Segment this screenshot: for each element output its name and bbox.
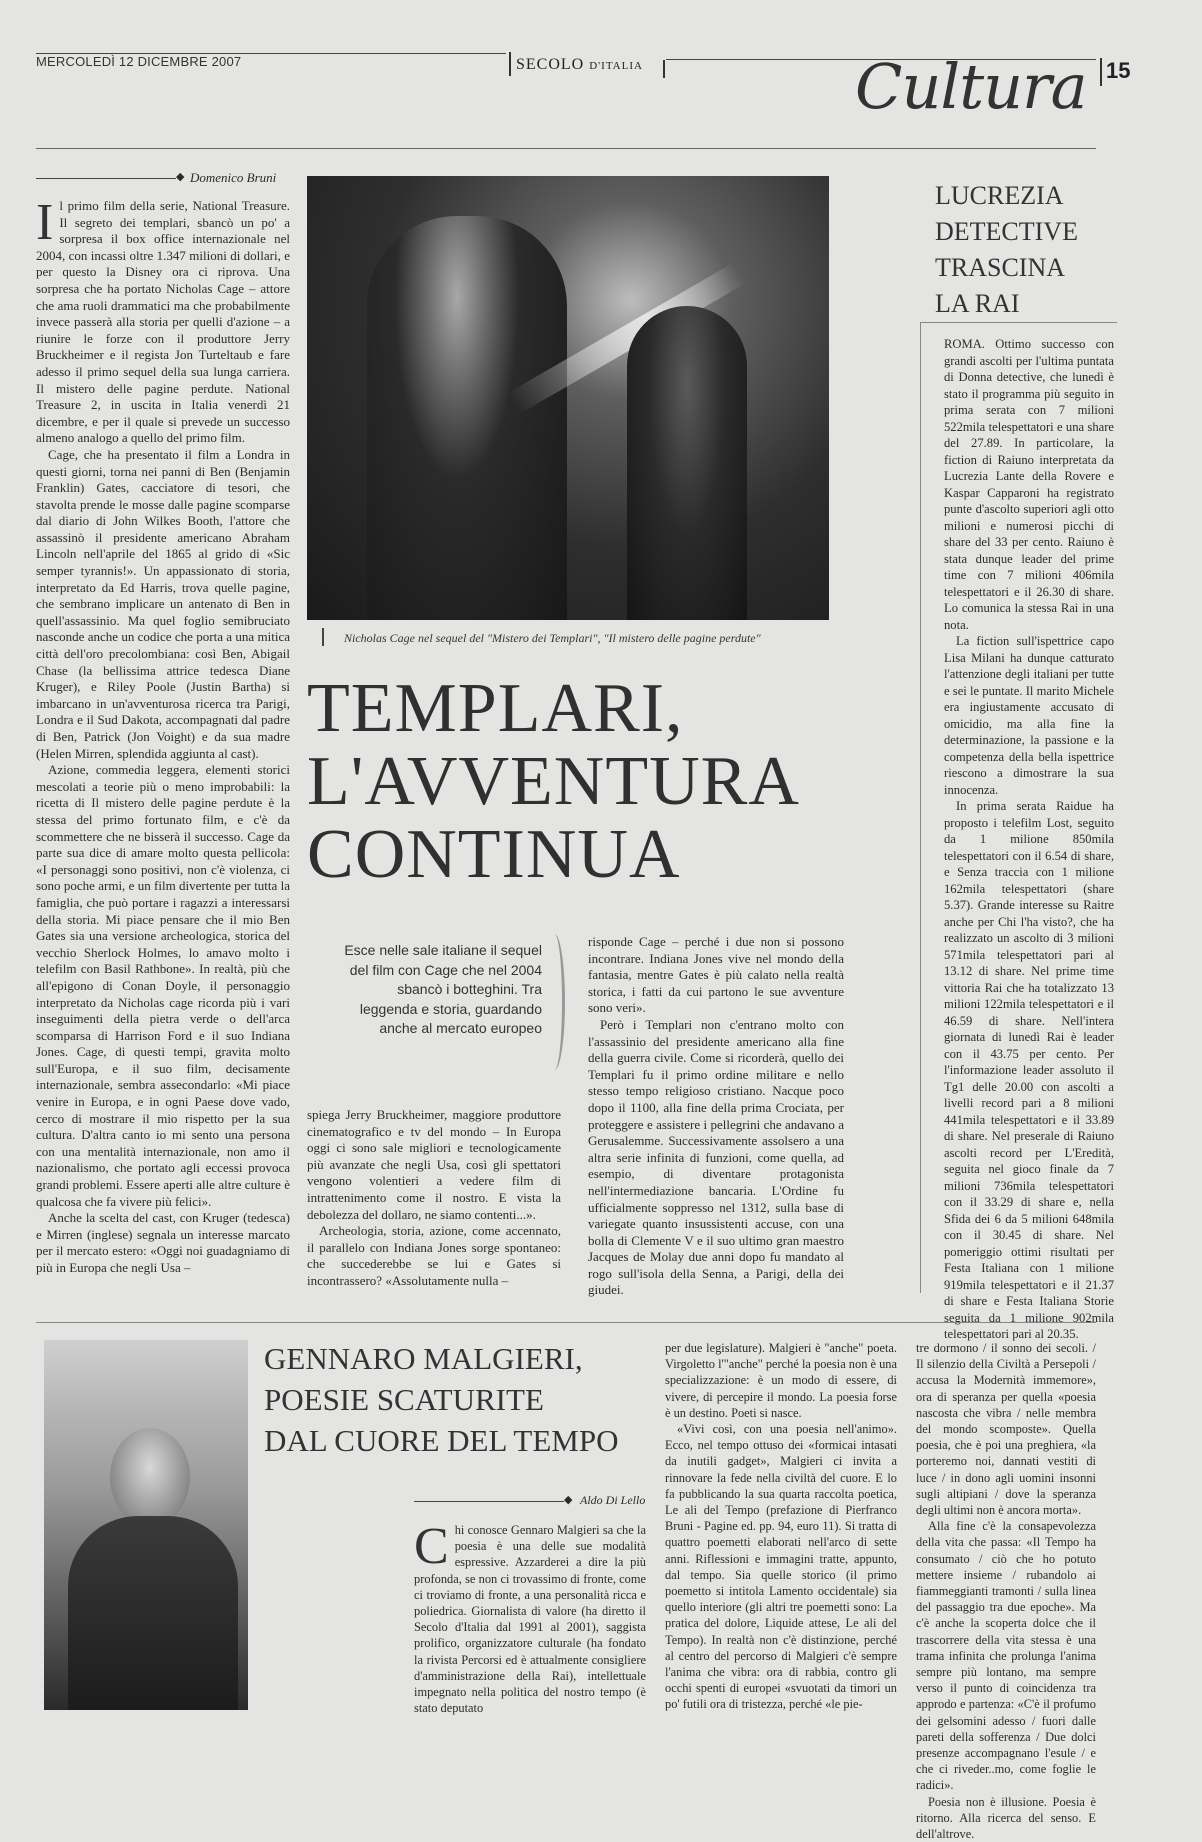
sidebar-title-line-1: LUCREZIA: [935, 181, 1064, 210]
paragraph: tre dormono / il sonno dei secoli. / Il silenzio della Civiltà a Persepoli / accusa la Modernità immemore», ora di speranza per quella «poesia nascosta che vibra / nelle membra del mondo scomposte». Quella poesia, che è poi una preghiera, «la porteremo noi, dannati vestiti di luce / in dono agli uomini insonni sugli altipiani / dove la speranza degli ultimi non è ancora morta».: [916, 1341, 1096, 1518]
main-headline: [307, 672, 847, 891]
paragraph: Archeologia, storia, azione, come accennato, il parallelo con Indiana Jones sorge spontaneo: che succederebbe se lui e Gates si incontrassero? «Assolutamente nulla –: [307, 1223, 561, 1288]
header-divider-2: [663, 60, 665, 78]
dropcap-c: C: [414, 1518, 449, 1575]
sidebar-title-line-4: LA RAI: [935, 289, 1020, 318]
masthead-suffix: D'ITALIA: [589, 60, 643, 72]
byline-rule: [414, 1501, 564, 1502]
paragraph: La fiction sull'ispettrice capo Lisa Milani ha dunque catturato l'attenzione degli italiani per tutte e sei le puntate. Il marito Michele era ingiustamente accusato di omicidio, ma alla fine la determinazione, la passione e la competenza della bella ispettrice riescono a dimostrare la sua innocenza.: [944, 634, 1114, 797]
second-article-col-1: [414, 1518, 646, 1718]
paragraph: Poesia non è illusione. Poesia è ritorno. Alla ricerca del senso. E dell'altrove.: [916, 1794, 1096, 1842]
byline-diamond: ◆: [564, 1494, 573, 1506]
main-article-col-2: [307, 1107, 561, 1291]
paragraph: Però i Templari non c'entrano molto con l'assassinio del presidente americano alla fine della guerra civile. Come si ricorderà, quello dei Templari fu il primo ordine militare e nello stesso tempo religioso cristiano. Nacque poco dopo il 1100, alla fine della prima Crociata, per proteggere e assistere i pellegrini che andavano a Gerusalemme. Successivamente assolsero a una altra serie infinita di funzioni, come quella, ad esempio, di diventare protagonista nell'intermediazione bancaria. L'Ordine fu ufficialmente soppresso nel 1312, sulla base di variegate quanto insussistenti accuse, con una bolla di Clemente V e il suo ultimo gran maestro Jacques de Molay due anni dopo fu mandato al rogo sull'isola della Senna, a Parigi, della dei giudei.: [588, 1016, 844, 1298]
portrait-body: [68, 1516, 238, 1710]
paragraph: Azione, commedia leggera, elementi storici mescolati a teorie più o meno improbabili: la ricetta di Il mistero delle pagine perdute è la stessa del primo fortunato film, e c'è da scommettere che ne bisserà il successo. Cage da parte sua dice di amare molto questa pellicola: «I personaggi sono positivi, non c'è violenza, ci sono poche armi, e un film divertente per tutta la famiglia, che può portare i ragazzi a interessarsi della storia. Mi piace pensare che il mio Ben Gates sia una versione archeologica, storica del vecchio Sherlock Holmes, lo amavo molto i telefilm con Basil Rathbone». In realtà, più che all'epigono di Conan Doyle, il personaggio interpretato da Nicholas cage ricorda più i vari inseguimenti della pietra verde o dell'arca scomparsa di Harrison Ford e il suo Indiana Jones. Cage, di questi tempi, gravita molto sull'Europa, e il suo film, decisamente internazionale, sembra assecondarlo: «Mi piace venire in Europa, e in ogni Paese dove vado, cerco di mostrare il mio rispetto per la sua cultura. D'altra canto io mi sento una persona con una mentalità internazionale, non amo il nazionalismo, che portato agli eccessi provoca grandi problemi. Essere aperti alle altre culture è qualcosa che fa vivere più felici».: [36, 762, 290, 1209]
paragraph: l primo film della serie, National Treasure. Il segreto dei templari, sbancò un po' a sorpresa il box office internazionale nel 2004, con incassi oltre 1.347 milioni di dollari, e per questo la Disney ora ci riprova. Una sorpresa che ha portato Nicholas Cage – attore che ama ruoli drammatici ma che probabilmente invece passerà alla storia per quelli d'azione – a riunire le forze con il produttore Jerry Bruckheimer e il regista Jon Turteltaub e fare adesso il primo sequel della sua lunga carriera. Il mistero delle pagine perdute. National Treasure 2, in uscita in Italia venerdì 21 dicembre, e per il quale si prevede un successo almeno analogo a quello del primo film.: [36, 198, 290, 446]
sidebar-text: [944, 336, 1114, 1341]
page-number: 15: [1106, 58, 1131, 83]
main-article-col-1: [36, 194, 290, 1275]
headline-line-2: L'AVVENTURA: [307, 743, 800, 820]
byline-diamond: ◆: [176, 171, 185, 183]
article-subtitle: Esce nelle sale italiane il sequel del film con Cage che nel 2004 sbancò i botteghini. Tra leggenda e storia, guardando anche al mercato europeo: [344, 942, 542, 1037]
header-rule-left: [36, 53, 506, 54]
photo-caption: Nicholas Cage nel sequel del "Mistero dei Templari", "Il mistero delle pagine perdute": [344, 631, 761, 645]
masthead-name: SECOLO: [516, 56, 585, 73]
actor-figure: [367, 216, 567, 620]
bottom-section-rule: [36, 1322, 1096, 1323]
second-author-name: Aldo Di Lello: [580, 1493, 646, 1507]
second-headline-line-1: GENNARO MALGIERI,: [264, 1341, 583, 1376]
dropcap-i: I: [36, 194, 54, 251]
film-photo: [307, 176, 829, 620]
paragraph: hi conosce Gennaro Malgieri sa che la poesia è una delle sue modalità espressive. Azzarderei a dire la più profonda, se non ci trovassimo di fronte, come ci troviamo di fronte, a una personalità ricca e poliedrica. Giornalista di valore (ha diretto il Secolo d'Italia dal 1991 al 2001), saggista prolifico, organizzatore culturale (ha fondato la rivista Percorsi ed è attualmente consigliere d'amministrazione della Rai), intellettuale impegnato nella politica del nostro tempo (è stato deputato: [414, 1523, 646, 1716]
paragraph: In prima serata Raidue ha proposto i telefilm Lost, seguito da 1 milione 850mila telespettatori con il 6.54 di share, e Senza traccia con 1 milione 162mila telespettatori (share 5.37). Grande interesse su Raitre anche per Chi l'ha visto?, che ha realizzato un ascolto di 3 milioni 571mila telespettatori pari al 13.12 di share. Nel prime time vittoria Rai che ha totalizzato 13 milioni 122mila telespettatori e il 46.59 di share. Nell'intera giornata di lunedì Rai è leader con il 43.75 per cento. Per l'informazione leader assoluto il Tg1 delle 20.00 con ascolti a livelli record pari a 8 milioni 441mila telespettatori e il 33.89 di share. Nel preserale di Raiuno ascolti record per L'Eredità, seguita nel gioco finale da 7 milioni 736mila telespettatori con il 33.29 di share e, nella Sfida dei 6 da 5 milioni 648mila con il 30.45 di share. Nel pomeriggio ottimi risultati per Festa Italiana con 1 milione 919mila telespettatori e il 21.37 di share e Festa Italiana Storie seguita da 1 milione 902mila telespettatori pari al 20.35.: [944, 799, 1114, 1341]
second-article-col-3: [916, 1340, 1096, 1842]
byline: [36, 170, 290, 186]
byline-rule: [36, 178, 176, 179]
main-article-col-3: [588, 934, 844, 1298]
header-bottom-rule: [36, 148, 1096, 149]
author-portrait: [44, 1340, 248, 1710]
paragraph: Alla fine c'è la consapevolezza della vita che passa: «Il Tempo ha consumato / ciò che ho potuto mettere insieme / rubandolo ai fiammeggianti tramonti / sulla linea del passaggio tra due epoche». Ma c'è anche la scoperta dolce che il trascorrere della vita stessa è una trama infinita che prolunga l'anima sempre più lontano, ma sempre verso il punto di coincidenza tra approdo e partenza: «C'è il profumo dei gelsomini adesso / fuori dalle pareti della sofferenza / Due dolci presenze accompagnano l'esule / e che ci riveder..mo, come foglie le radici».: [916, 1519, 1096, 1793]
headline-line-1: TEMPLARI,: [307, 670, 684, 747]
paragraph: spiega Jerry Bruckheimer, maggiore produttore cinematografico e tv del mondo – In Europa oggi ci sono sale migliori e tecnologicamente più avanzate che negli Usa, così gli spettatori vengono volentieri a vedere film di intrattenimento come il nostro. E vista la debolezza del dollaro, ne siamo contenti...».: [307, 1107, 561, 1222]
paragraph: risponde Cage – perché i due non si possono incontrare. Indiana Jones vive nel mondo della fantasia, mentre Gates è più calato nella realtà storica, i fatti da cui partono le sue avventure sono veri».: [588, 934, 844, 1016]
paragraph: per due legislature). Malgieri è "anche" poeta. Virgoletto l'"anche" perché la poesia non è una specializzazione: è un modo di essere, di vivere, di percepire il mondo. La poesia forse è un destino. Poeti si nasce.: [665, 1341, 897, 1420]
section-title: Cultura: [855, 50, 1087, 123]
headline-line-3: CONTINUA: [307, 816, 681, 893]
second-byline: [414, 1493, 654, 1509]
sidebar-title: [935, 178, 1095, 322]
second-headline-line-2: POESIE SCATURITE: [264, 1382, 544, 1417]
paragraph: «Vivi così, con una poesia nell'animo». Ecco, nel tempo ottuso dei «formicai intasati da inutili gadget», Malgieri ci invita a rinnovare la fede nella civiltà del cuore. E lo fa pubblicando la sua quarta raccolta poetica, Le ali del Tempo (prefazione di Pierfranco Bruni - Pagine ed. pp. 94, euro 11). Si tratta di quattro poemetti elaborati nell'arco di sette anni. Riflessioni e immagini tratte, appunto, dal tempo. Sia quelle storico (il primo poemetto si intitola Lamento occidentale) sia quello interiore (gli altri tre poemetti sono: La pratica del dolore, Liquide attese, Le ali del Tempo). In realtà non c'è distinzione, perché al centro del percorso di Malgieri c'è sempre l'anima che vibra: ora di rabbia, contro gli occhi spenti di europei «svuotati da timori un po' futili ora di tristezza, perché «le pie-: [665, 1422, 897, 1712]
masthead: [516, 56, 643, 74]
second-headline: [264, 1338, 654, 1461]
paragraph: ROMA. Ottimo successo con grandi ascolti per l'ultima puntata di Donna detective, che lunedì è stato il programma più seguito in prima serata con 7 milioni 522mila telespettatori e una share del 27.89. In particolare, la fiction di Raiuno interpretata da Lucrezia Lante della Rovere e Kaspar Capparoni ha registrato punte d'ascolto superiori agli otto milioni e numerosi picchi di share del 33 per cento. Raiuno è stata dunque leader del prime time con 7 milioni 406mila telespettatori e il 26.30 di share. Lo comunica la stessa Rai in una nota.: [944, 337, 1114, 632]
header-divider: [509, 52, 511, 76]
paragraph: Anche la scelta del cast, con Kruger (tedesca) e Mirren (inglese) segnala un interesse marcato per il mercato estero: «Oggi noi guadagniamo di più in Europa che negli Usa –: [36, 1210, 290, 1275]
second-article-col-2: [665, 1340, 897, 1718]
sidebar-title-line-3: TRASCINA: [935, 253, 1066, 282]
author-name: Domenico Bruni: [190, 170, 277, 185]
subtitle-bracket: [544, 934, 565, 1070]
page-number-divider: [1100, 58, 1102, 86]
portrait-head: [110, 1428, 190, 1526]
caption-mark: [322, 628, 324, 646]
sidebar-title-line-2: DETECTIVE: [935, 217, 1078, 246]
background-figure: [627, 306, 747, 620]
paragraph: Cage, che ha presentato il film a Londra in questi giorni, torna nei panni di Ben (Benjamin Franklin) Gates, cacciatore di tesori, che stavolta prende le mosse dalle pagine scomparse dal diario di John Wilkes Booth, l'attore che assassinò il presidente americano Abraham Lincoln nell'aprile del 1865 al grido di «Sic semper tyrannis!». Un appassionato di storia, interpretato da Ed Harris, trova quelle pagine, che sembrano implicare un antenato di Ben in quell'assassinio. Ma quel foglio semibruciato nasconde anche un codice che porta a una mitica città dell'oro precolombiana: così Ben, Abigail Chase (la bellissima attrice tedesca Diane Kruger), e Riley Poole (Justin Bartha) si imbarcano in un'avventurosa ricerca tra Parigi, Londra e il Sud Dakota, accompagnati dal padre di Ben, Patrick (Jon Voight) e da sua madre (Helen Mirren, splendida aggiunta al cast).: [36, 446, 290, 761]
issue-date: MERCOLEDÌ 12 DICEMBRE 2007: [36, 54, 242, 69]
second-headline-line-3: DAL CUORE DEL TEMPO: [264, 1423, 619, 1458]
